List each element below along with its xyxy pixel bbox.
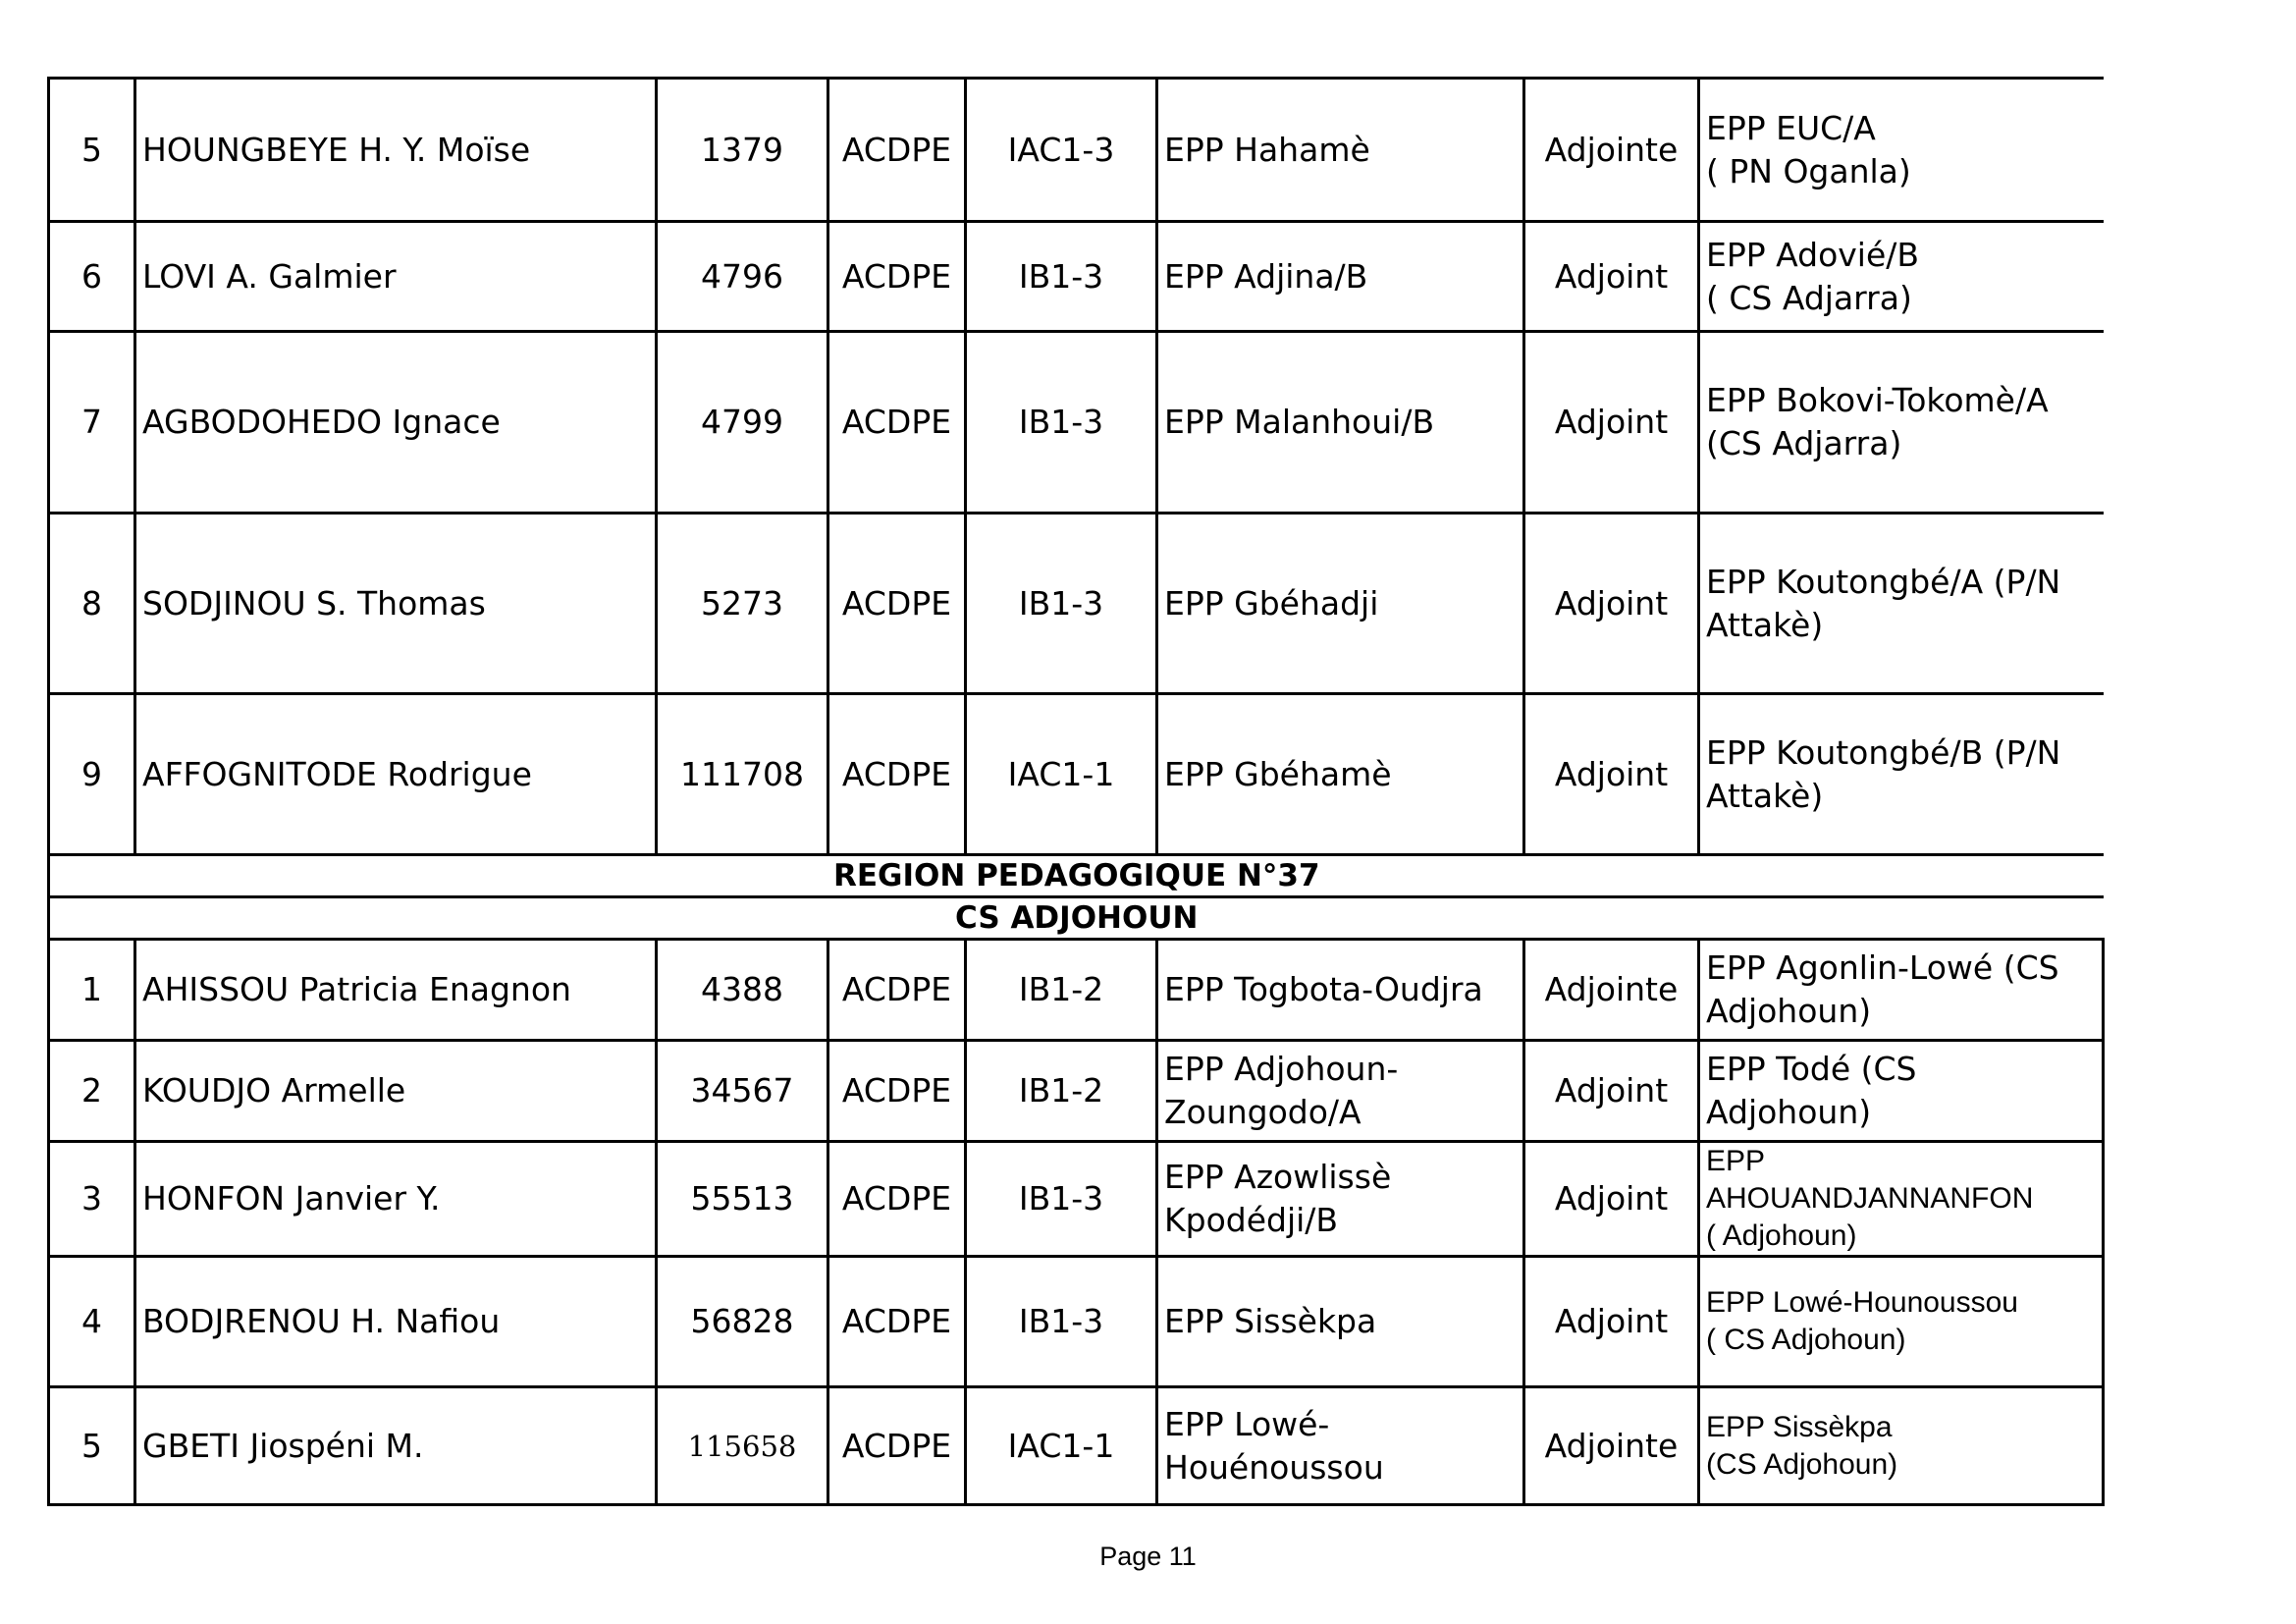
function: Adjoint: [1524, 514, 1699, 694]
origin-school: EPP Sissèkpa: [1157, 1257, 1524, 1387]
matricule: 1379: [657, 79, 828, 222]
origin-school: EPP Gbéhamè: [1157, 694, 1524, 855]
teacher-name: HOUNGBEYE H. Y. Moïse: [135, 79, 657, 222]
grade: IB1-2: [966, 940, 1157, 1041]
row-number: 7: [49, 332, 135, 514]
table-row: [49, 79, 2104, 222]
cs-heading: CS ADJOHOUN: [49, 897, 2104, 940]
table-row: [49, 332, 2104, 514]
corps: ACDPE: [828, 1387, 966, 1505]
grade: IAC1-1: [966, 1387, 1157, 1505]
destination-school: EPP Koutongbé/A (P/N Attakè): [1699, 514, 2104, 694]
matricule: 115658: [657, 1387, 828, 1505]
origin-school: EPP Gbéhadji: [1157, 514, 1524, 694]
row-number: 5: [49, 79, 135, 222]
corps: ACDPE: [828, 694, 966, 855]
matricule: 111708: [657, 694, 828, 855]
row-number: 3: [49, 1142, 135, 1257]
origin-school: EPP Hahamè: [1157, 79, 1524, 222]
teacher-name: LOVI A. Galmier: [135, 222, 657, 332]
table-row: [49, 514, 2104, 694]
function: Adjointe: [1524, 79, 1699, 222]
region-heading: REGION PEDAGOGIQUE N°37: [49, 855, 2104, 897]
table-row: [49, 1041, 2104, 1142]
destination-school: EPP Lowé-Hounoussou ( CS Adjohoun): [1699, 1257, 2104, 1387]
grade: IB1-2: [966, 1041, 1157, 1142]
matricule: 4796: [657, 222, 828, 332]
table-row: [49, 1387, 2104, 1505]
grade: IB1-3: [966, 332, 1157, 514]
page-number: Page 11: [1099, 1542, 1197, 1571]
table-row: [49, 1142, 2104, 1257]
teacher-name: AFFOGNITODE Rodrigue: [135, 694, 657, 855]
destination-school: EPP AHOUANDJANNANFON ( Adjohoun): [1699, 1142, 2104, 1257]
teacher-name: SODJINOU S. Thomas: [135, 514, 657, 694]
function: Adjointe: [1524, 940, 1699, 1041]
origin-school: EPP Malanhoui/B: [1157, 332, 1524, 514]
matricule: 4388: [657, 940, 828, 1041]
teacher-name: HONFON Janvier Y.: [135, 1142, 657, 1257]
origin-school: EPP Azowlissè Kpodédji/B: [1157, 1142, 1524, 1257]
grade: IB1-3: [966, 222, 1157, 332]
function: Adjoint: [1524, 1257, 1699, 1387]
grade: IAC1-1: [966, 694, 1157, 855]
function: Adjoint: [1524, 222, 1699, 332]
function: Adjoint: [1524, 332, 1699, 514]
row-number: 9: [49, 694, 135, 855]
row-number: 5: [49, 1387, 135, 1505]
grade: IB1-3: [966, 1257, 1157, 1387]
corps: ACDPE: [828, 1142, 966, 1257]
region-heading-row: [49, 855, 2104, 897]
table-row: [49, 1257, 2104, 1387]
cs-heading-row: [49, 897, 2104, 940]
function: Adjoint: [1524, 694, 1699, 855]
matricule: 56828: [657, 1257, 828, 1387]
destination-school: EPP Sissèkpa (CS Adjohoun): [1699, 1387, 2104, 1505]
row-number: 4: [49, 1257, 135, 1387]
teacher-name: GBETI Jiospéni M.: [135, 1387, 657, 1505]
corps: ACDPE: [828, 1257, 966, 1387]
grade: IB1-3: [966, 1142, 1157, 1257]
function: Adjoint: [1524, 1041, 1699, 1142]
origin-school: EPP Togbota-Oudjra: [1157, 940, 1524, 1041]
destination-school: EPP EUC/A ( PN Oganla): [1699, 79, 2104, 222]
corps: ACDPE: [828, 514, 966, 694]
destination-school: EPP Adovié/B ( CS Adjarra): [1699, 222, 2104, 332]
grade: IB1-3: [966, 514, 1157, 694]
destination-school: EPP Todé (CS Adjohoun): [1699, 1041, 2104, 1142]
row-number: 2: [49, 1041, 135, 1142]
origin-school: EPP Lowé- Houénoussou: [1157, 1387, 1524, 1505]
function: Adjointe: [1524, 1387, 1699, 1505]
table-row: [49, 940, 2104, 1041]
origin-school: EPP Adjina/B: [1157, 222, 1524, 332]
function: Adjoint: [1524, 1142, 1699, 1257]
destination-school: EPP Bokovi-Tokomè/A (CS Adjarra): [1699, 332, 2104, 514]
matricule: 34567: [657, 1041, 828, 1142]
row-number: 1: [49, 940, 135, 1041]
grade: IAC1-3: [966, 79, 1157, 222]
corps: ACDPE: [828, 222, 966, 332]
matricule: 55513: [657, 1142, 828, 1257]
assignment-table: [47, 77, 2105, 1506]
corps: ACDPE: [828, 79, 966, 222]
corps: ACDPE: [828, 332, 966, 514]
row-number: 8: [49, 514, 135, 694]
destination-school: EPP Koutongbé/B (P/N Attakè): [1699, 694, 2104, 855]
table-row: [49, 694, 2104, 855]
matricule: 4799: [657, 332, 828, 514]
teacher-name: BODJRENOU H. Nafiou: [135, 1257, 657, 1387]
matricule: 5273: [657, 514, 828, 694]
destination-school: EPP Agonlin-Lowé (CS Adjohoun): [1699, 940, 2104, 1041]
row-number: 6: [49, 222, 135, 332]
teacher-name: AHISSOU Patricia Enagnon: [135, 940, 657, 1041]
corps: ACDPE: [828, 1041, 966, 1142]
corps: ACDPE: [828, 940, 966, 1041]
teacher-name: KOUDJO Armelle: [135, 1041, 657, 1142]
teacher-name: AGBODOHEDO Ignace: [135, 332, 657, 514]
table-row: [49, 222, 2104, 332]
origin-school: EPP Adjohoun- Zoungodo/A: [1157, 1041, 1524, 1142]
